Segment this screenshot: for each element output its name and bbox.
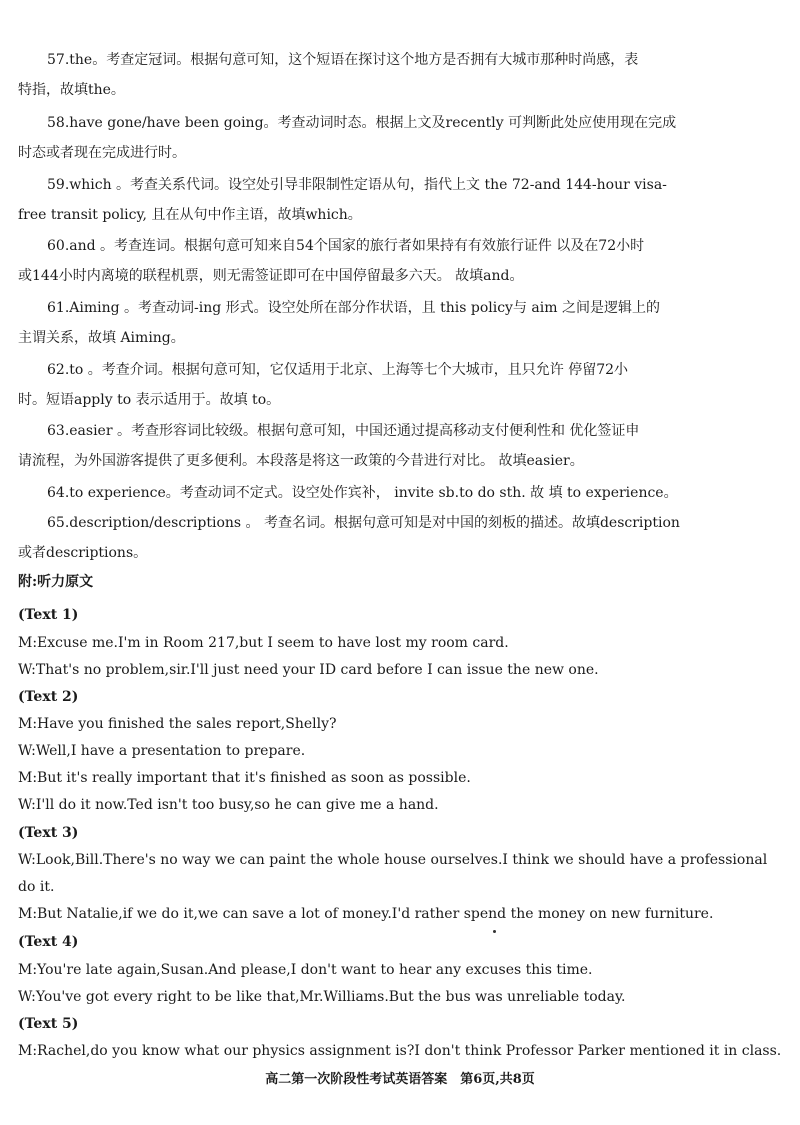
text-2-line: M:But it's really important that it's finished as soon as possible. (18, 770, 471, 786)
answer-57-line2: 特指，故填the。 (18, 82, 125, 98)
text-3-line: W:Look,Bill.There's no way we can paint the whole house ourselves.I think we should have a professional (18, 852, 768, 868)
answer-65-line1: 65.description/descriptions 。 考查名词。根据句意可知是对中国的刻板的描述。故填description (47, 515, 680, 531)
answer-65-line2: 或者descriptions。 (18, 545, 148, 561)
answer-57-line1: 57.the。考查定冠词。根据句意可知，这个短语在探讨这个地方是否拥有大城市那种时尚感，表 (47, 52, 639, 68)
text-2-label: (Text 2) (18, 689, 79, 705)
text-2-line: W:I'll do it now.Ted isn't too busy,so he can give me a hand. (18, 797, 439, 813)
text-1-line: M:Excuse me.I'm in Room 217,but I seem to have lost my room card. (18, 635, 509, 651)
answer-61-line2: 主谓关系，故填 Aiming。 (18, 330, 185, 346)
text-4-label: (Text 4) (18, 934, 79, 950)
text-3-label: (Text 3) (18, 825, 79, 841)
text-2-line: M:Have you finished the sales report,Shelly? (18, 716, 337, 732)
page-footer: 高二第一次阶段性考试英语答案 第6页,共8页 (265, 1072, 535, 1087)
answer-62-line2: 时。短语apply to 表示适用于。故填 to。 (18, 392, 281, 408)
answer-64-line1: 64.to experience。考查动词不定式。设空处作宾补， invite sb.to do sth. 故 填 to experience。 (47, 485, 678, 501)
answer-58-line2: 时态或者现在完成进行时。 (18, 145, 186, 161)
answer-61-line1: 61.Aiming 。考查动词-ing 形式。设空处所在部分作状语，且 this policy与 aim 之间是逻辑上的 (47, 300, 660, 316)
answer-59-line1: 59.which 。考查关系代词。设空处引导非限制性定语从句，指代上文 the 72-and 144-hour visa- (47, 177, 667, 193)
text-4-line: M:You're late again,Susan.And please,I don't want to hear any excuses this time. (18, 962, 593, 978)
answer-63-line1: 63.easier 。考查形容词比较级。根据句意可知，中国还通过提高移动支付便利性和 优化签证申 (47, 423, 640, 439)
scan-speck (493, 930, 496, 933)
appendix-title: 附:听力原文 (18, 574, 94, 590)
answer-60-line1: 60.and 。考查连词。根据句意可知来自54个国家的旅行者如果持有有效旅行证件 以及在72小时 (47, 238, 645, 254)
text-5-line: M:Rachel,do you know what our physics assignment is?I don't think Professor Parker mentioned it in class. (18, 1043, 782, 1059)
text-3-line: M:But Natalie,if we do it,we can save a lot of money.I'd rather spend the money on new furniture. (18, 906, 714, 922)
text-1-label: (Text 1) (18, 607, 79, 623)
text-3-line: do it. (18, 879, 55, 895)
answer-59-line2: free transit policy, 且在从句中作主语，故填which。 (18, 207, 362, 223)
text-2-line: W:Well,I have a presentation to prepare. (18, 743, 306, 759)
answer-60-line2: 或144小时内离境的联程机票，则无需签证即可在中国停留最多六天。 故填and。 (18, 268, 524, 284)
answer-58-line1: 58.have gone/have been going。考查动词时态。根据上文及recently 可判断此处应使用现在完成 (47, 115, 677, 131)
text-5-label: (Text 5) (18, 1016, 79, 1032)
text-1-line: W:That's no problem,sir.I'll just need your ID card before I can issue the new one. (18, 662, 599, 678)
answer-63-line2: 请流程，为外国游客提供了更多便利。本段落是将这一政策的今昔进行对比。 故填easier。 (18, 453, 584, 469)
text-4-line: W:You've got every right to be like that,Mr.Williams.But the bus was unreliable today. (18, 989, 626, 1005)
answer-62-line1: 62.to 。考查介词。根据句意可知，它仅适用于北京、上海等七个大城市，且只允许 停留72小 (47, 362, 629, 378)
